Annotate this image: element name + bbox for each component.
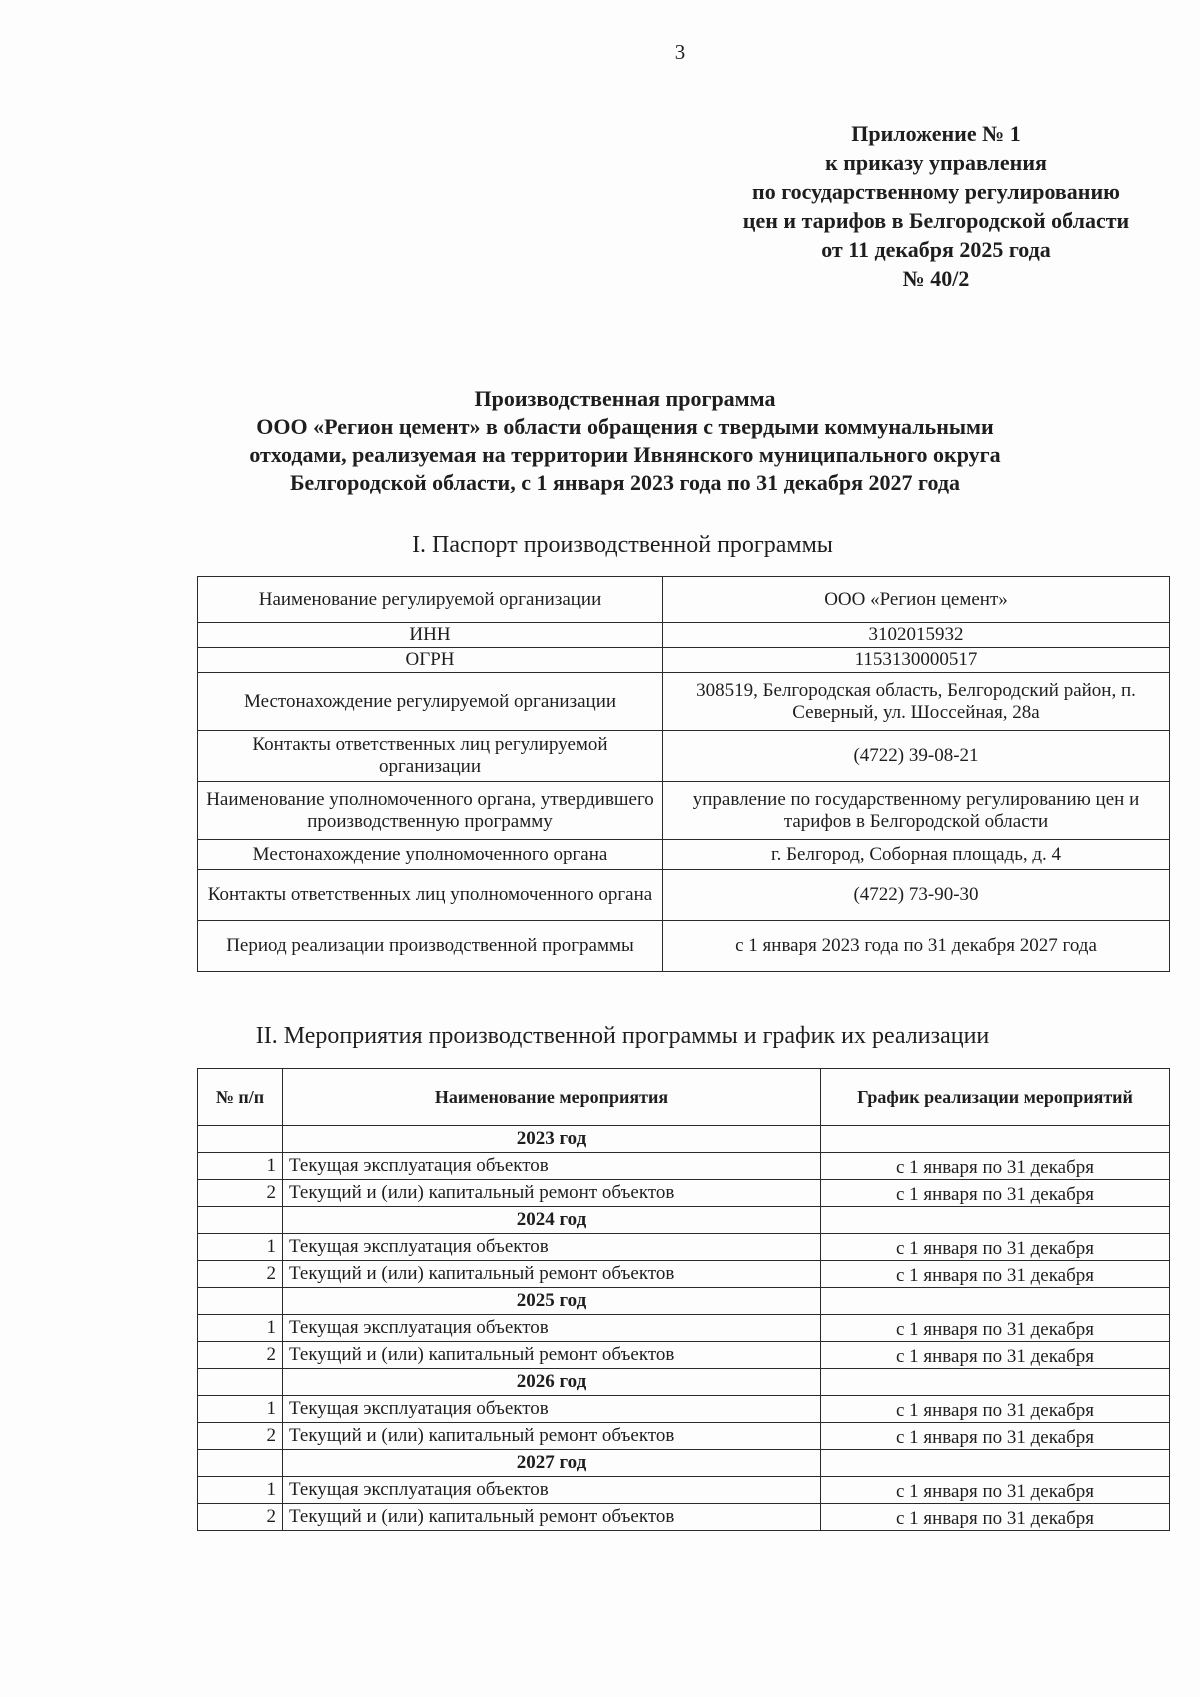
appendix-line: Приложение № 1 [851,121,1021,146]
event-num: 2 [198,1180,283,1207]
year-empty-cell [198,1369,283,1396]
year-row [198,1369,1170,1396]
event-num: 1 [198,1153,283,1180]
year-label: 2027 год [283,1450,821,1477]
document-title [170,385,1080,497]
page-number: 3 [674,40,686,64]
event-row [198,1261,1170,1288]
title-line: ООО «Регион цемент» в области обращения с твердыми коммунальными [256,414,994,439]
passport-label: Контакты ответственных лиц уполномоченного органа [198,870,663,921]
event-name: Текущая эксплуатация объектов [283,1153,821,1180]
event-name: Текущая эксплуатация объектов [283,1234,821,1261]
passport-label: Контакты ответственных лиц регулируемой организации [198,731,663,782]
year-empty-cell [198,1207,283,1234]
appendix-line: № 40/2 [902,266,970,291]
event-schedule: с 1 января по 31 декабря [821,1180,1170,1207]
passport-value: г. Белгород, Соборная площадь, д. 4 [663,840,1170,870]
year-label: 2023 год [283,1126,821,1153]
year-label: 2024 год [283,1207,821,1234]
event-schedule: с 1 января по 31 декабря [821,1234,1170,1261]
event-schedule: с 1 января по 31 декабря [821,1423,1170,1450]
appendix-line: от 11 декабря 2025 года [821,237,1051,262]
passport-row [198,623,1170,648]
event-schedule: с 1 января по 31 декабря [821,1342,1170,1369]
event-num: 2 [198,1423,283,1450]
event-name: Текущий и (или) капитальный ремонт объектов [283,1423,821,1450]
event-row [198,1180,1170,1207]
year-empty-cell [198,1450,283,1477]
passport-label: Период реализации производственной программы [198,921,663,972]
event-schedule: с 1 января по 31 декабря [821,1315,1170,1342]
year-empty-cell [198,1288,283,1315]
event-row [198,1477,1170,1504]
event-num: 1 [198,1234,283,1261]
passport-label: Местонахождение уполномоченного органа [198,840,663,870]
event-row [198,1234,1170,1261]
passport-row [198,782,1170,840]
passport-label: Местонахождение регулируемой организации [198,673,663,731]
event-schedule: с 1 января по 31 декабря [821,1504,1170,1531]
title-line: Белгородской области, с 1 января 2023 года по 31 декабря 2027 года [290,470,960,495]
passport-row [198,577,1170,623]
event-num: 1 [198,1315,283,1342]
year-empty-cell [821,1288,1170,1315]
passport-value: с 1 января 2023 года по 31 декабря 2027 года [663,921,1170,972]
event-num: 1 [198,1477,283,1504]
event-schedule: с 1 января по 31 декабря [821,1477,1170,1504]
year-empty-cell [821,1450,1170,1477]
passport-value: 1153130000517 [663,648,1170,673]
year-row [198,1207,1170,1234]
passport-value: управление по государственному регулированию цен и тарифов в Белгородской области [663,782,1170,840]
event-num: 1 [198,1396,283,1423]
passport-row [198,731,1170,782]
event-row [198,1315,1170,1342]
event-num: 2 [198,1504,283,1531]
event-name: Текущий и (или) капитальный ремонт объектов [283,1504,821,1531]
passport-value: 3102015932 [663,623,1170,648]
passport-row [198,840,1170,870]
passport-value: (4722) 39-08-21 [663,731,1170,782]
passport-label: ОГРН [198,648,663,673]
passport-value: 308519, Белгородская область, Белгородский район, п. Северный, ул. Шоссейная, 28а [663,673,1170,731]
event-name: Текущая эксплуатация объектов [283,1477,821,1504]
year-empty-cell [821,1207,1170,1234]
event-name: Текущий и (или) капитальный ремонт объектов [283,1342,821,1369]
year-label: 2026 год [283,1369,821,1396]
event-row [198,1504,1170,1531]
passport-row [198,673,1170,731]
year-empty-cell [198,1126,283,1153]
year-label: 2025 год [283,1288,821,1315]
event-num: 2 [198,1261,283,1288]
passport-label: Наименование регулируемой организации [198,577,663,623]
passport-label: Наименование уполномоченного органа, утвердившего производственную программу [198,782,663,840]
event-name: Текущий и (или) капитальный ремонт объектов [283,1261,821,1288]
passport-row [198,870,1170,921]
year-empty-cell [821,1369,1170,1396]
title-line: Производственная программа [474,386,776,411]
event-name: Текущая эксплуатация объектов [283,1396,821,1423]
event-num: 2 [198,1342,283,1369]
header-name: Наименование мероприятия [283,1069,821,1126]
section-events-title: II. Мероприятия производственной программы и график их реализации [255,1023,990,1049]
passport-row [198,921,1170,972]
passport-table [197,576,1170,972]
appendix-block [700,119,1172,293]
appendix-line: к приказу управления [825,150,1047,175]
passport-value: (4722) 73-90-30 [663,870,1170,921]
year-empty-cell [821,1126,1170,1153]
event-row [198,1423,1170,1450]
passport-label: ИНН [198,623,663,648]
events-table [197,1068,1170,1531]
event-row [198,1342,1170,1369]
event-schedule: с 1 января по 31 декабря [821,1153,1170,1180]
header-schedule: График реализации мероприятий [821,1069,1170,1126]
appendix-line: цен и тарифов в Белгородской области [742,208,1130,233]
title-line: отходами, реализуемая на территории Ивнянского муниципального округа [249,442,1001,467]
header-num: № п/п [198,1069,283,1126]
event-name: Текущая эксплуатация объектов [283,1315,821,1342]
year-row [198,1126,1170,1153]
section-passport-title: I. Паспорт производственной программы [412,532,833,558]
event-row [198,1153,1170,1180]
passport-value: ООО «Регион цемент» [663,577,1170,623]
event-schedule: с 1 января по 31 декабря [821,1261,1170,1288]
events-header-row [198,1069,1170,1126]
event-row [198,1396,1170,1423]
year-row [198,1288,1170,1315]
event-schedule: с 1 января по 31 декабря [821,1396,1170,1423]
event-name: Текущий и (или) капитальный ремонт объектов [283,1180,821,1207]
appendix-line: по государственному регулированию [752,179,1120,204]
passport-row [198,648,1170,673]
year-row [198,1450,1170,1477]
